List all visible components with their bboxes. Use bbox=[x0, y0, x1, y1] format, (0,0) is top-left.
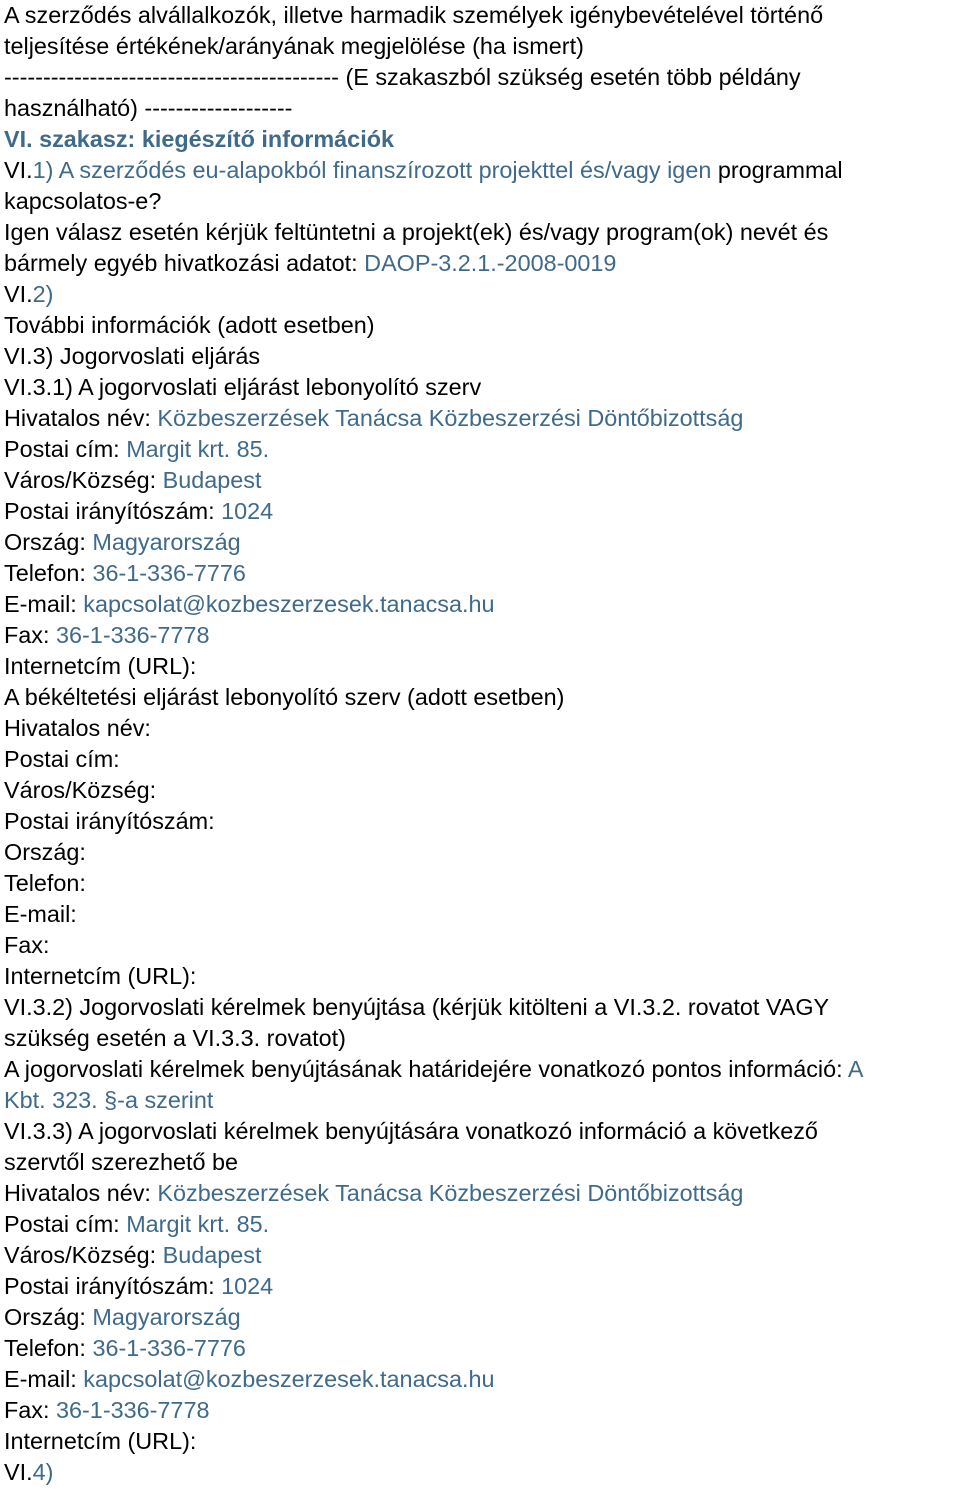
field-label: Fax: bbox=[4, 1397, 56, 1423]
mediation-url bbox=[4, 961, 958, 992]
vi32-line-2 bbox=[4, 1023, 958, 1054]
info-email bbox=[4, 1364, 958, 1395]
field-label: Postai irányítószám: bbox=[4, 1273, 222, 1299]
review-phone bbox=[4, 558, 958, 589]
review-email bbox=[4, 589, 958, 620]
field-value: Közbeszerzések Tanácsa Közbeszerzési Döntőbizottság bbox=[157, 1180, 744, 1206]
section-number: VI. bbox=[4, 343, 33, 369]
vi4-heading bbox=[4, 1457, 958, 1488]
field-label: Internetcím (URL): bbox=[4, 963, 197, 989]
field-label: Hivatalos név: bbox=[4, 715, 151, 741]
section-number: VI. bbox=[4, 157, 33, 183]
section-number: VI. bbox=[4, 1459, 33, 1485]
field-value: Budapest bbox=[162, 467, 262, 493]
intro-line-2 bbox=[4, 31, 958, 62]
field-label: Postai irányítószám: bbox=[4, 808, 215, 834]
field-label: Fax: bbox=[4, 622, 56, 648]
field-value: 36-1-336-7778 bbox=[56, 622, 210, 648]
email-link[interactable]: kapcsolat@kozbeszerzesek.tanacsa.hu bbox=[83, 591, 495, 617]
intro-text: használható) ------------------- bbox=[4, 95, 293, 121]
answer-value: igen bbox=[667, 157, 712, 183]
field-label: Ország: bbox=[4, 1304, 93, 1330]
intro-text: (E szakaszból szükség esetén több példány bbox=[338, 64, 801, 90]
field-value: Margit krt. 85. bbox=[126, 436, 270, 462]
section-title: VI. szakasz: kiegészítő információk bbox=[4, 126, 394, 152]
info-address bbox=[4, 1209, 958, 1240]
vi2-number bbox=[4, 279, 958, 310]
reference-value: DAOP-3.2.1.-2008-0019 bbox=[364, 250, 617, 276]
review-postal bbox=[4, 496, 958, 527]
section-text: 3.2) Jogorvoslati kérelmek benyújtása (kérjük kitölteni a bbox=[32, 994, 614, 1020]
vi2-text bbox=[4, 310, 958, 341]
info-postal bbox=[4, 1271, 958, 1302]
reference-line-2 bbox=[4, 248, 958, 279]
field-value: 1024 bbox=[221, 1273, 274, 1299]
field-value: Magyarország bbox=[92, 529, 241, 555]
review-fax bbox=[4, 620, 958, 651]
dash-separator: ------------------------------------------- bbox=[4, 64, 339, 90]
field-label: Város/Község: bbox=[4, 467, 163, 493]
field-value: A bbox=[847, 1056, 864, 1082]
mediation-heading bbox=[4, 682, 958, 713]
section-heading bbox=[4, 124, 958, 155]
field-label: Postai cím: bbox=[4, 436, 127, 462]
field-label: Ország: bbox=[4, 839, 86, 865]
section-text: 3.3. rovatot) bbox=[221, 1025, 346, 1051]
section-number: VI. bbox=[4, 374, 33, 400]
document-page bbox=[4, 0, 958, 1488]
review-address bbox=[4, 434, 958, 465]
vi32-line-1 bbox=[4, 992, 958, 1023]
field-value: 1024 bbox=[221, 498, 274, 524]
field-label: Város/Község: bbox=[4, 1242, 163, 1268]
vi32-deadline bbox=[4, 1054, 958, 1085]
field-label: Hivatalos név: bbox=[4, 405, 158, 431]
field-value: Budapest bbox=[162, 1242, 262, 1268]
field-label: Város/Község: bbox=[4, 777, 157, 803]
field-label: Postai irányítószám: bbox=[4, 498, 222, 524]
vi33-line-2 bbox=[4, 1147, 958, 1178]
reference-text: Igen válasz esetén kérjük feltüntetni a projekt(ek) és/vagy program(ok) nevét és bbox=[4, 219, 829, 245]
info-phone bbox=[4, 1333, 958, 1364]
field-label: Postai cím: bbox=[4, 1211, 127, 1237]
vi3-heading bbox=[4, 341, 958, 372]
mediation-official-name bbox=[4, 713, 958, 744]
info-url bbox=[4, 1426, 958, 1457]
field-label: Ország: bbox=[4, 529, 93, 555]
field-label: Telefon: bbox=[4, 560, 93, 586]
field-value: Közbeszerzések Tanácsa Közbeszerzési Döntőbizottság bbox=[157, 405, 744, 431]
mediation-postal bbox=[4, 806, 958, 837]
field-value: Margit krt. 85. bbox=[126, 1211, 270, 1237]
intro-line-3 bbox=[4, 62, 958, 93]
mediation-phone bbox=[4, 868, 958, 899]
mediation-city bbox=[4, 775, 958, 806]
review-country bbox=[4, 527, 958, 558]
section-text: szervtől szerezhető be bbox=[4, 1149, 239, 1175]
info-country bbox=[4, 1302, 958, 1333]
section-text: 3.3) A jogorvoslati kérelmek benyújtására vonatkozó információ a következő bbox=[32, 1118, 818, 1144]
section-text: A békéltetési eljárást lebonyolító szerv (adott esetben) bbox=[4, 684, 565, 710]
field-value: Magyarország bbox=[92, 1304, 241, 1330]
field-label: Internetcím (URL): bbox=[4, 1428, 197, 1454]
review-official-name bbox=[4, 403, 958, 434]
field-label: Fax: bbox=[4, 932, 50, 958]
info-fax bbox=[4, 1395, 958, 1426]
section-text: További információk (adott esetben) bbox=[4, 312, 375, 338]
section-text: 3.2. rovatot VAGY bbox=[642, 994, 830, 1020]
review-url bbox=[4, 651, 958, 682]
field-label: E-mail: bbox=[4, 591, 84, 617]
field-label: E-mail: bbox=[4, 901, 77, 927]
section-number: VI. bbox=[613, 994, 643, 1020]
field-value: 36-1-336-7778 bbox=[56, 1397, 210, 1423]
mediation-country bbox=[4, 837, 958, 868]
vi1-question bbox=[4, 155, 958, 186]
mediation-email bbox=[4, 899, 958, 930]
intro-line-4 bbox=[4, 93, 958, 124]
field-label: Telefon: bbox=[4, 1335, 93, 1361]
field-label: A jogorvoslati kérelmek benyújtásának határidejére vonatkozó pontos információ: bbox=[4, 1056, 848, 1082]
section-text: szükség esetén a bbox=[4, 1025, 193, 1051]
vi32-deadline-cont bbox=[4, 1085, 958, 1116]
info-official-name bbox=[4, 1178, 958, 1209]
field-label: E-mail: bbox=[4, 1366, 84, 1392]
email-link[interactable]: kapcsolat@kozbeszerzesek.tanacsa.hu bbox=[83, 1366, 495, 1392]
reference-label: bármely egyéb hivatkozási adatot: bbox=[4, 250, 365, 276]
vi31-heading bbox=[4, 372, 958, 403]
vi33-line-1 bbox=[4, 1116, 958, 1147]
intro-text: A szerződés alvállalkozók, illetve harmadik személyek igénybevételével történő bbox=[4, 2, 824, 28]
section-text: 3.1) A jogorvoslati eljárást lebonyolító szerv bbox=[32, 374, 482, 400]
intro-line-1 bbox=[4, 0, 958, 31]
section-number: 2) bbox=[32, 281, 54, 307]
section-number: VI. bbox=[4, 994, 33, 1020]
section-text: 3) Jogorvoslati eljárás bbox=[32, 343, 261, 369]
field-label: Hivatalos név: bbox=[4, 1180, 158, 1206]
field-value: 36-1-336-7776 bbox=[92, 1335, 246, 1361]
field-value: 36-1-336-7776 bbox=[92, 560, 246, 586]
reference-line-1 bbox=[4, 217, 958, 248]
field-label: Postai cím: bbox=[4, 746, 120, 772]
field-label: Internetcím (URL): bbox=[4, 653, 197, 679]
section-number: VI. bbox=[192, 1025, 222, 1051]
section-number: VI. bbox=[4, 1118, 33, 1144]
section-number: 4) bbox=[32, 1459, 54, 1485]
section-number: VI. bbox=[4, 281, 33, 307]
mediation-address bbox=[4, 744, 958, 775]
field-value: Kbt. 323. bbox=[4, 1087, 105, 1113]
info-city bbox=[4, 1240, 958, 1271]
mediation-fax bbox=[4, 930, 958, 961]
question-text: 1) A szerződés eu-alapokból finanszírozott projekttel és/vagy bbox=[32, 157, 668, 183]
question-text: kapcsolatos-e? bbox=[4, 188, 162, 214]
intro-text: teljesítése értékének/arányának megjelölése (ha ismert) bbox=[4, 33, 584, 59]
field-label: Telefon: bbox=[4, 870, 86, 896]
vi1-question-cont bbox=[4, 186, 958, 217]
question-text: programmal bbox=[711, 157, 843, 183]
field-value: §-a szerint bbox=[104, 1087, 214, 1113]
review-city bbox=[4, 465, 958, 496]
